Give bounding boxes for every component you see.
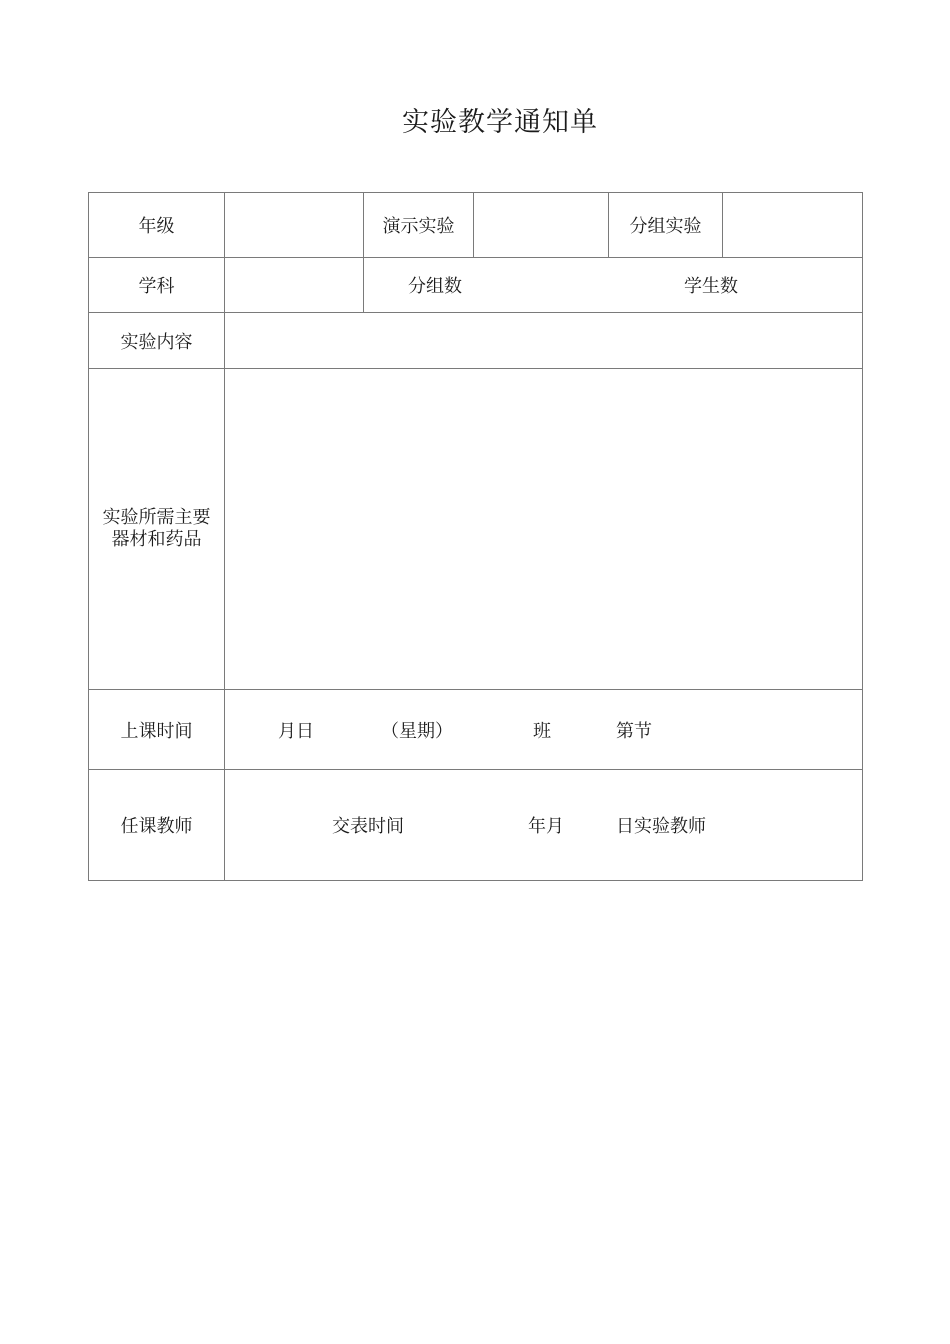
subject-value-cell[interactable] (225, 258, 364, 313)
teacher-label: 任课教师 (89, 770, 225, 881)
weekday-text: （星期） (381, 720, 453, 742)
subject-label: 学科 (89, 258, 225, 313)
subject-row (89, 258, 863, 313)
content-row (89, 313, 863, 369)
teacher-value-cell[interactable] (225, 770, 863, 881)
class-time-row (89, 690, 863, 770)
demo-experiment-label: 演示实验 (364, 193, 474, 258)
class-text: 班 (533, 720, 551, 742)
subject-group-info-cell[interactable] (364, 258, 863, 313)
grade-value-cell[interactable] (225, 193, 364, 258)
notice-form-table (88, 192, 863, 881)
materials-label-line-2: 器材和药品 (111, 529, 202, 550)
demo-experiment-value-cell[interactable] (474, 193, 609, 258)
materials-value-cell[interactable] (225, 369, 863, 690)
teacher-row (89, 770, 863, 881)
grade-label: 年级 (89, 193, 225, 258)
period-text: 第节 (616, 720, 652, 742)
class-time-value-cell[interactable] (225, 690, 863, 770)
materials-label-line-1: 实验所需主要 (102, 507, 211, 528)
group-experiment-label: 分组实验 (609, 193, 723, 258)
month-day-text: 月日 (278, 720, 314, 742)
content-value-cell[interactable] (225, 313, 863, 369)
year-month-text: 年月 (528, 816, 564, 837)
group-experiment-value-cell[interactable] (723, 193, 863, 258)
day-lab-teacher-text: 日实验教师 (616, 816, 706, 837)
submit-time-text: 交表时间 (332, 816, 404, 837)
form-title: 实验教学通知单 (402, 107, 598, 138)
group-count-label: 分组数 (408, 276, 462, 297)
content-label: 实验内容 (89, 313, 225, 369)
materials-row (89, 369, 863, 690)
student-count-label: 学生数 (684, 276, 738, 297)
class-time-label: 上课时间 (89, 690, 225, 770)
grade-row (89, 193, 863, 258)
materials-label (89, 369, 225, 690)
